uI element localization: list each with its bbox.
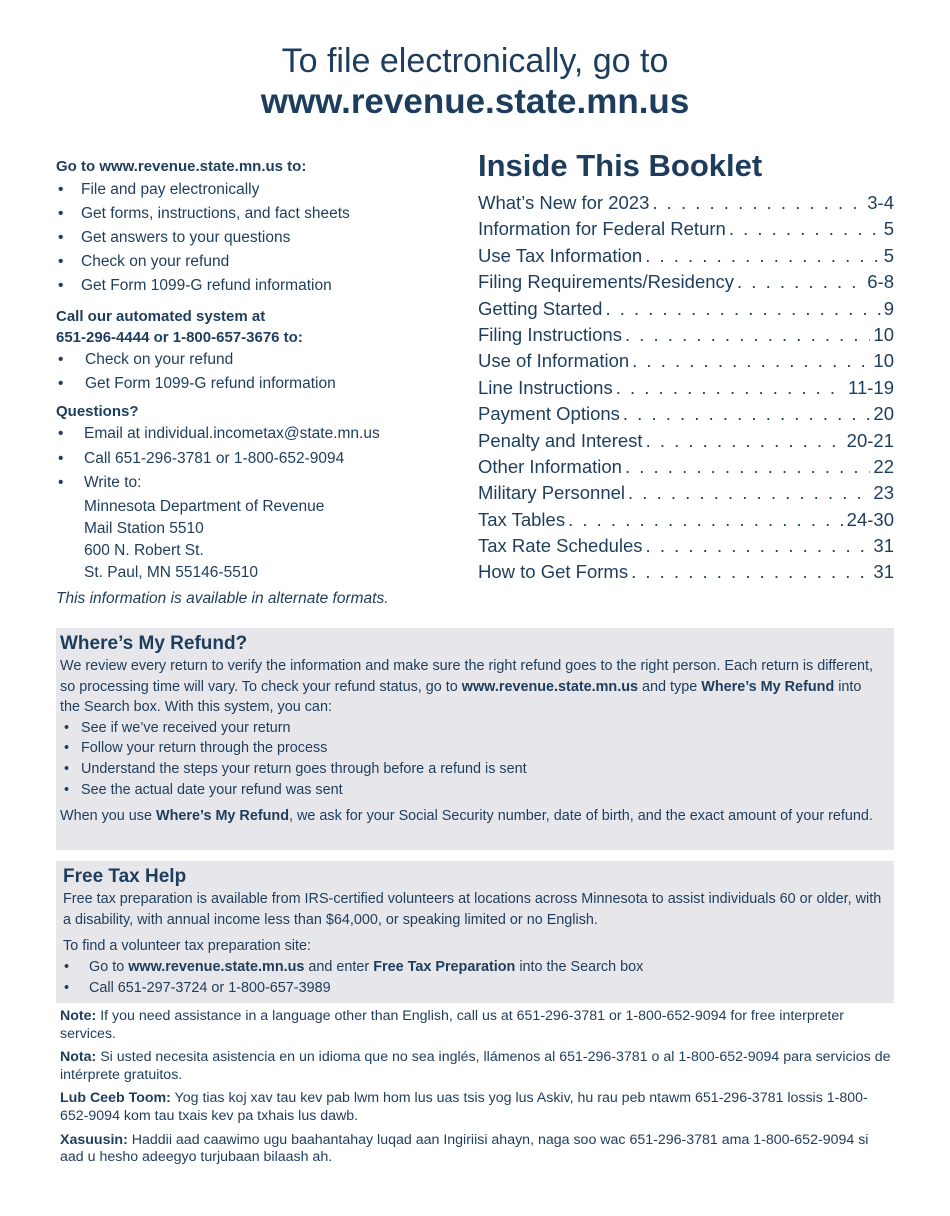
toc-entry-title: Getting Started <box>478 297 603 319</box>
mailing-address <box>84 496 456 584</box>
refund-list <box>60 718 884 800</box>
call-heading-line-1: Call our automated system at <box>56 308 266 325</box>
toc-dot-leader <box>568 509 844 531</box>
address-line: Minnesota Department of Revenue <box>84 497 325 515</box>
toc-entry-page: 10 <box>873 323 894 345</box>
list-item: • Follow your return through the process <box>60 738 884 759</box>
toc-entry-title: What’s New for 2023 <box>478 192 650 213</box>
toc-entry-page: 11-19 <box>848 376 894 398</box>
toc-entry <box>478 403 894 429</box>
toc-entry-page: 22 <box>873 455 894 477</box>
toc-entry-page: 5 <box>883 244 894 266</box>
toc-dot-leader <box>625 324 870 346</box>
toc-entry-page: 23 <box>873 482 894 504</box>
free-tax-help-panel <box>56 861 894 1003</box>
alternate-formats-note: This information is available in alternate formats. <box>56 589 389 607</box>
call-heading-line-2: 651-296-4444 or 1-800-657-3676 to: <box>56 329 303 346</box>
note-spanish: Nota: Si usted necesita asistencia en un idioma que no sea inglés, llámenos al 651-296-3781 o al 1-800-652-9094 para servicios de intérprete gratuitos. <box>60 1049 891 1083</box>
toc-dot-leader <box>646 430 844 452</box>
toc-entry <box>478 456 894 482</box>
toc-dot-leader <box>625 456 870 478</box>
write-label: Write to: <box>84 474 142 491</box>
questions-heading: Questions? <box>56 403 139 420</box>
toc-entry-title: How to Get Forms <box>478 561 629 583</box>
toc-dot-leader <box>623 403 871 425</box>
toc-dot-leader <box>632 350 870 372</box>
wheres-my-refund-panel <box>56 628 894 850</box>
goto-list <box>56 178 456 298</box>
refund-website-link[interactable]: www.revenue.state.mn.us <box>461 678 639 695</box>
address-line: Mail Station 5510 <box>84 519 204 537</box>
write-item <box>56 471 456 584</box>
goto-heading: Go to www.revenue.state.mn.us to: <box>56 158 307 175</box>
refund-tool-name: Where’s My Refund <box>156 808 289 825</box>
toc-entry <box>478 271 894 297</box>
toc-entry-page: 24-30 <box>846 508 894 530</box>
help-list <box>63 957 884 1000</box>
toc-entry <box>478 350 894 376</box>
toc-entry-page: 10 <box>873 350 894 372</box>
toc-dot-leader <box>605 298 880 320</box>
toc-entry-title: Other Information <box>478 455 622 477</box>
address-line: 600 N. Robert St. <box>84 541 204 559</box>
list-item: • Understand the steps your return goes through before a refund is sent <box>60 759 884 780</box>
toc-dot-leader <box>616 377 845 399</box>
toc-entry-page: 6-8 <box>867 271 894 293</box>
list-item: • Get answers to your questions <box>56 226 456 250</box>
help-description: Free tax preparation is available from IRS-certified volunteers at locations across Minnesota to assist individuals 60 or older, with a disability, with annual income less than $64,000, or speaking limited or no English. <box>63 891 882 928</box>
toc-entry <box>478 192 894 218</box>
toc-dot-leader <box>652 192 864 214</box>
toc-dot-leader <box>737 271 864 293</box>
toc-entry <box>478 298 894 324</box>
table-of-contents <box>478 146 894 588</box>
toc-entry-page: 31 <box>873 535 894 557</box>
refund-requirements: When you use Where’s My Refund, we ask for your Social Security number, date of birth, and the exact amount of your refund. <box>60 808 873 825</box>
list-item: • File and pay electronically <box>56 178 456 202</box>
questions-list <box>56 422 456 584</box>
toc-entry-title: Use of Information <box>478 350 630 372</box>
list-item: • Check on your refund <box>56 348 456 372</box>
call-list <box>56 348 456 396</box>
refund-heading: Where’s My Refund? <box>60 633 248 654</box>
toc-entry-title: Information for Federal Return <box>478 218 726 240</box>
toc-entry <box>478 430 894 456</box>
toc-entry <box>478 245 894 271</box>
toc-entry-title: Tax Rate Schedules <box>478 535 643 557</box>
toc-entry-title: Use Tax Information <box>478 244 643 266</box>
address-line: St. Paul, MN 55146-5510 <box>84 563 259 581</box>
toc-entry-title: Line Instructions <box>478 376 613 398</box>
note-somali: Xasuusin: Haddii aad caawimo ugu baahantahay luqad aan Ingiriisi ahayn, naga soo wac 651-296-3781 ama 1-800-652-9094 si aad u hesho adeegyo turjubaan bilaash ah. <box>60 1131 869 1166</box>
note-english: Note: If you need assistance in a language other than English, call us at 651-296-3781 or 1-800-652-9094 for free interpreter services. <box>60 1008 844 1042</box>
toc-entry <box>478 561 894 587</box>
toc-entry-page: 3-4 <box>867 192 894 213</box>
list-item: • Call 651-297-3724 or 1-800-657-3989 <box>63 978 884 1000</box>
list-item: • Get Form 1099-G refund information <box>56 372 456 396</box>
toc-list <box>478 192 894 588</box>
toc-entry <box>478 509 894 535</box>
list-item: • Get forms, instructions, and fact sheets <box>56 202 456 226</box>
toc-entry-title: Filing Instructions <box>478 323 622 345</box>
list-item: • Check on your refund <box>56 250 456 274</box>
help-heading: Free Tax Help <box>63 866 187 887</box>
toc-entry-title: Tax Tables <box>478 508 566 530</box>
toc-entry-title: Penalty and Interest <box>478 429 643 451</box>
toc-entry <box>478 482 894 508</box>
header-website[interactable]: www.revenue.state.mn.us <box>260 82 690 121</box>
toc-entry-title: Filing Requirements/Residency <box>478 271 735 293</box>
list-item: • See if we’ve received your return <box>60 718 884 739</box>
contact-column <box>56 156 456 608</box>
toc-entry <box>478 377 894 403</box>
toc-dot-leader <box>628 482 870 504</box>
toc-entry-page: 20-21 <box>846 429 894 451</box>
toc-entry <box>478 535 894 561</box>
phone-item: • Call 651-296-3781 or 1-800-652-9094 <box>56 447 456 472</box>
toc-entry-page: 31 <box>873 561 894 583</box>
toc-entry-title: Payment Options <box>478 403 620 425</box>
list-item: • See the actual date your refund was sent <box>60 780 884 801</box>
help-search-term: Free Tax Preparation <box>373 958 516 975</box>
refund-search-term: Where’s My Refund <box>701 678 835 695</box>
note-hmong: Lub Ceeb Toom: Yog tias koj xav tau kev pab lwm hom lus uas tsis yog lus Askiv, hu rau peb ntawm 651-296-3781 lossis 1-800-652-9094 kom tau txais kev pa txhais lus dawb. <box>60 1090 868 1124</box>
toc-entry-title: Military Personnel <box>478 482 626 504</box>
list-item: • Go to www.revenue.state.mn.us and enter Free Tax Preparation into the Search box <box>63 957 884 979</box>
toc-entry <box>478 324 894 350</box>
email-item[interactable]: • Email at individual.incometax@state.mn.us <box>56 422 456 447</box>
help-website-link[interactable]: www.revenue.state.mn.us <box>128 958 305 975</box>
toc-entry-page: 5 <box>883 218 894 240</box>
help-find-site: To find a volunteer tax preparation site: <box>63 938 311 955</box>
toc-entry <box>478 218 894 244</box>
language-notes <box>60 1008 892 1173</box>
list-item: • Get Form 1099-G refund information <box>56 274 456 298</box>
header-line-1: To file electronically, go to <box>281 42 669 80</box>
toc-entry-page: 20 <box>873 403 894 425</box>
toc-dot-leader <box>645 245 881 267</box>
toc-heading: Inside This Booklet <box>478 148 763 183</box>
toc-entry-page: 9 <box>883 297 894 319</box>
toc-dot-leader <box>646 535 871 557</box>
refund-intro: We review every return to verify the information and make sure the right refund goes to the right person. Each return is different, so processing time will vary. To check your refund status, go to www.revenue.state.mn.us and type Where’s My Refund into the Search box. With this system, you can: <box>60 658 873 716</box>
toc-dot-leader <box>729 218 881 240</box>
toc-dot-leader <box>631 561 870 583</box>
